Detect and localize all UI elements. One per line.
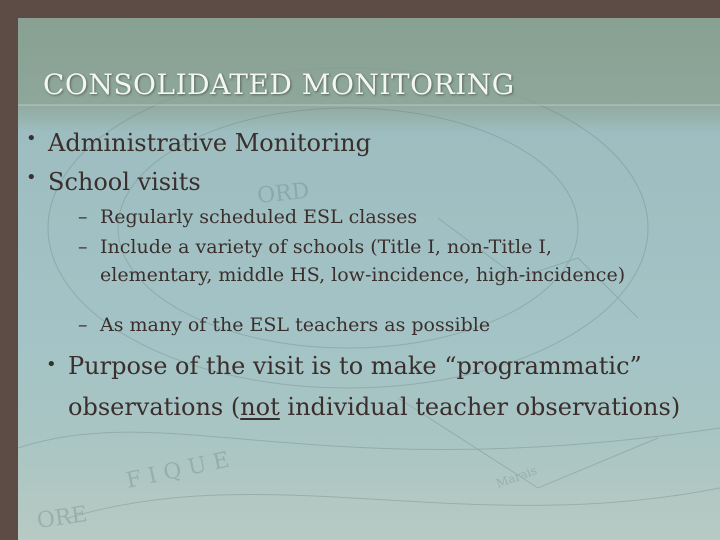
purpose-emphasis-not: not <box>240 393 280 421</box>
sub-bullet-variety-of-schools <box>78 236 552 258</box>
slide-canvas <box>18 18 720 540</box>
sub-bullet-text: As many of the ESL teachers as possible <box>100 314 491 336</box>
svg-text:ORE: ORE <box>35 502 90 534</box>
purpose-text-line2-post: individual teacher observations) <box>279 393 681 421</box>
sub-bullet-text-line1: Include a variety of schools (Title I, non-Title I, <box>100 236 552 258</box>
sub-bullet-variety-of-schools-cont <box>100 264 625 286</box>
bullet-text: Administrative Monitoring <box>48 129 371 157</box>
svg-text:Marais: Marais <box>494 463 539 491</box>
sub-bullet-scheduled-classes <box>78 206 418 228</box>
svg-text:ORD: ORD <box>256 178 311 209</box>
sub-bullet-esl-teachers <box>78 314 491 336</box>
bullet-administrative-monitoring <box>26 128 371 157</box>
bullet-school-visits <box>26 167 201 196</box>
sub-bullet-text-line2: elementary, middle HS, low-incidence, high-incidence) <box>100 264 626 286</box>
slide-title: CONSOLIDATED MONITORING <box>43 68 515 101</box>
slide-body <box>18 18 720 540</box>
bullet-purpose-of-visit-cont <box>68 393 680 421</box>
bullet-icon: • <box>46 354 57 375</box>
bullet-purpose-of-visit <box>46 352 642 380</box>
bullet-icon: • <box>26 167 37 188</box>
sub-bullet-text: Regularly scheduled ESL classes <box>100 206 418 228</box>
dash-icon: – <box>78 236 88 258</box>
dash-icon: – <box>78 206 88 228</box>
dash-icon: – <box>78 314 88 336</box>
purpose-text-line1: Purpose of the visit is to make “programmatic” <box>68 352 642 380</box>
purpose-text-line2-pre: observations ( <box>68 393 241 421</box>
svg-text:F I Q U E: F I Q U E <box>124 447 232 494</box>
bullet-icon: • <box>26 128 37 149</box>
bullet-text: School visits <box>48 168 201 196</box>
